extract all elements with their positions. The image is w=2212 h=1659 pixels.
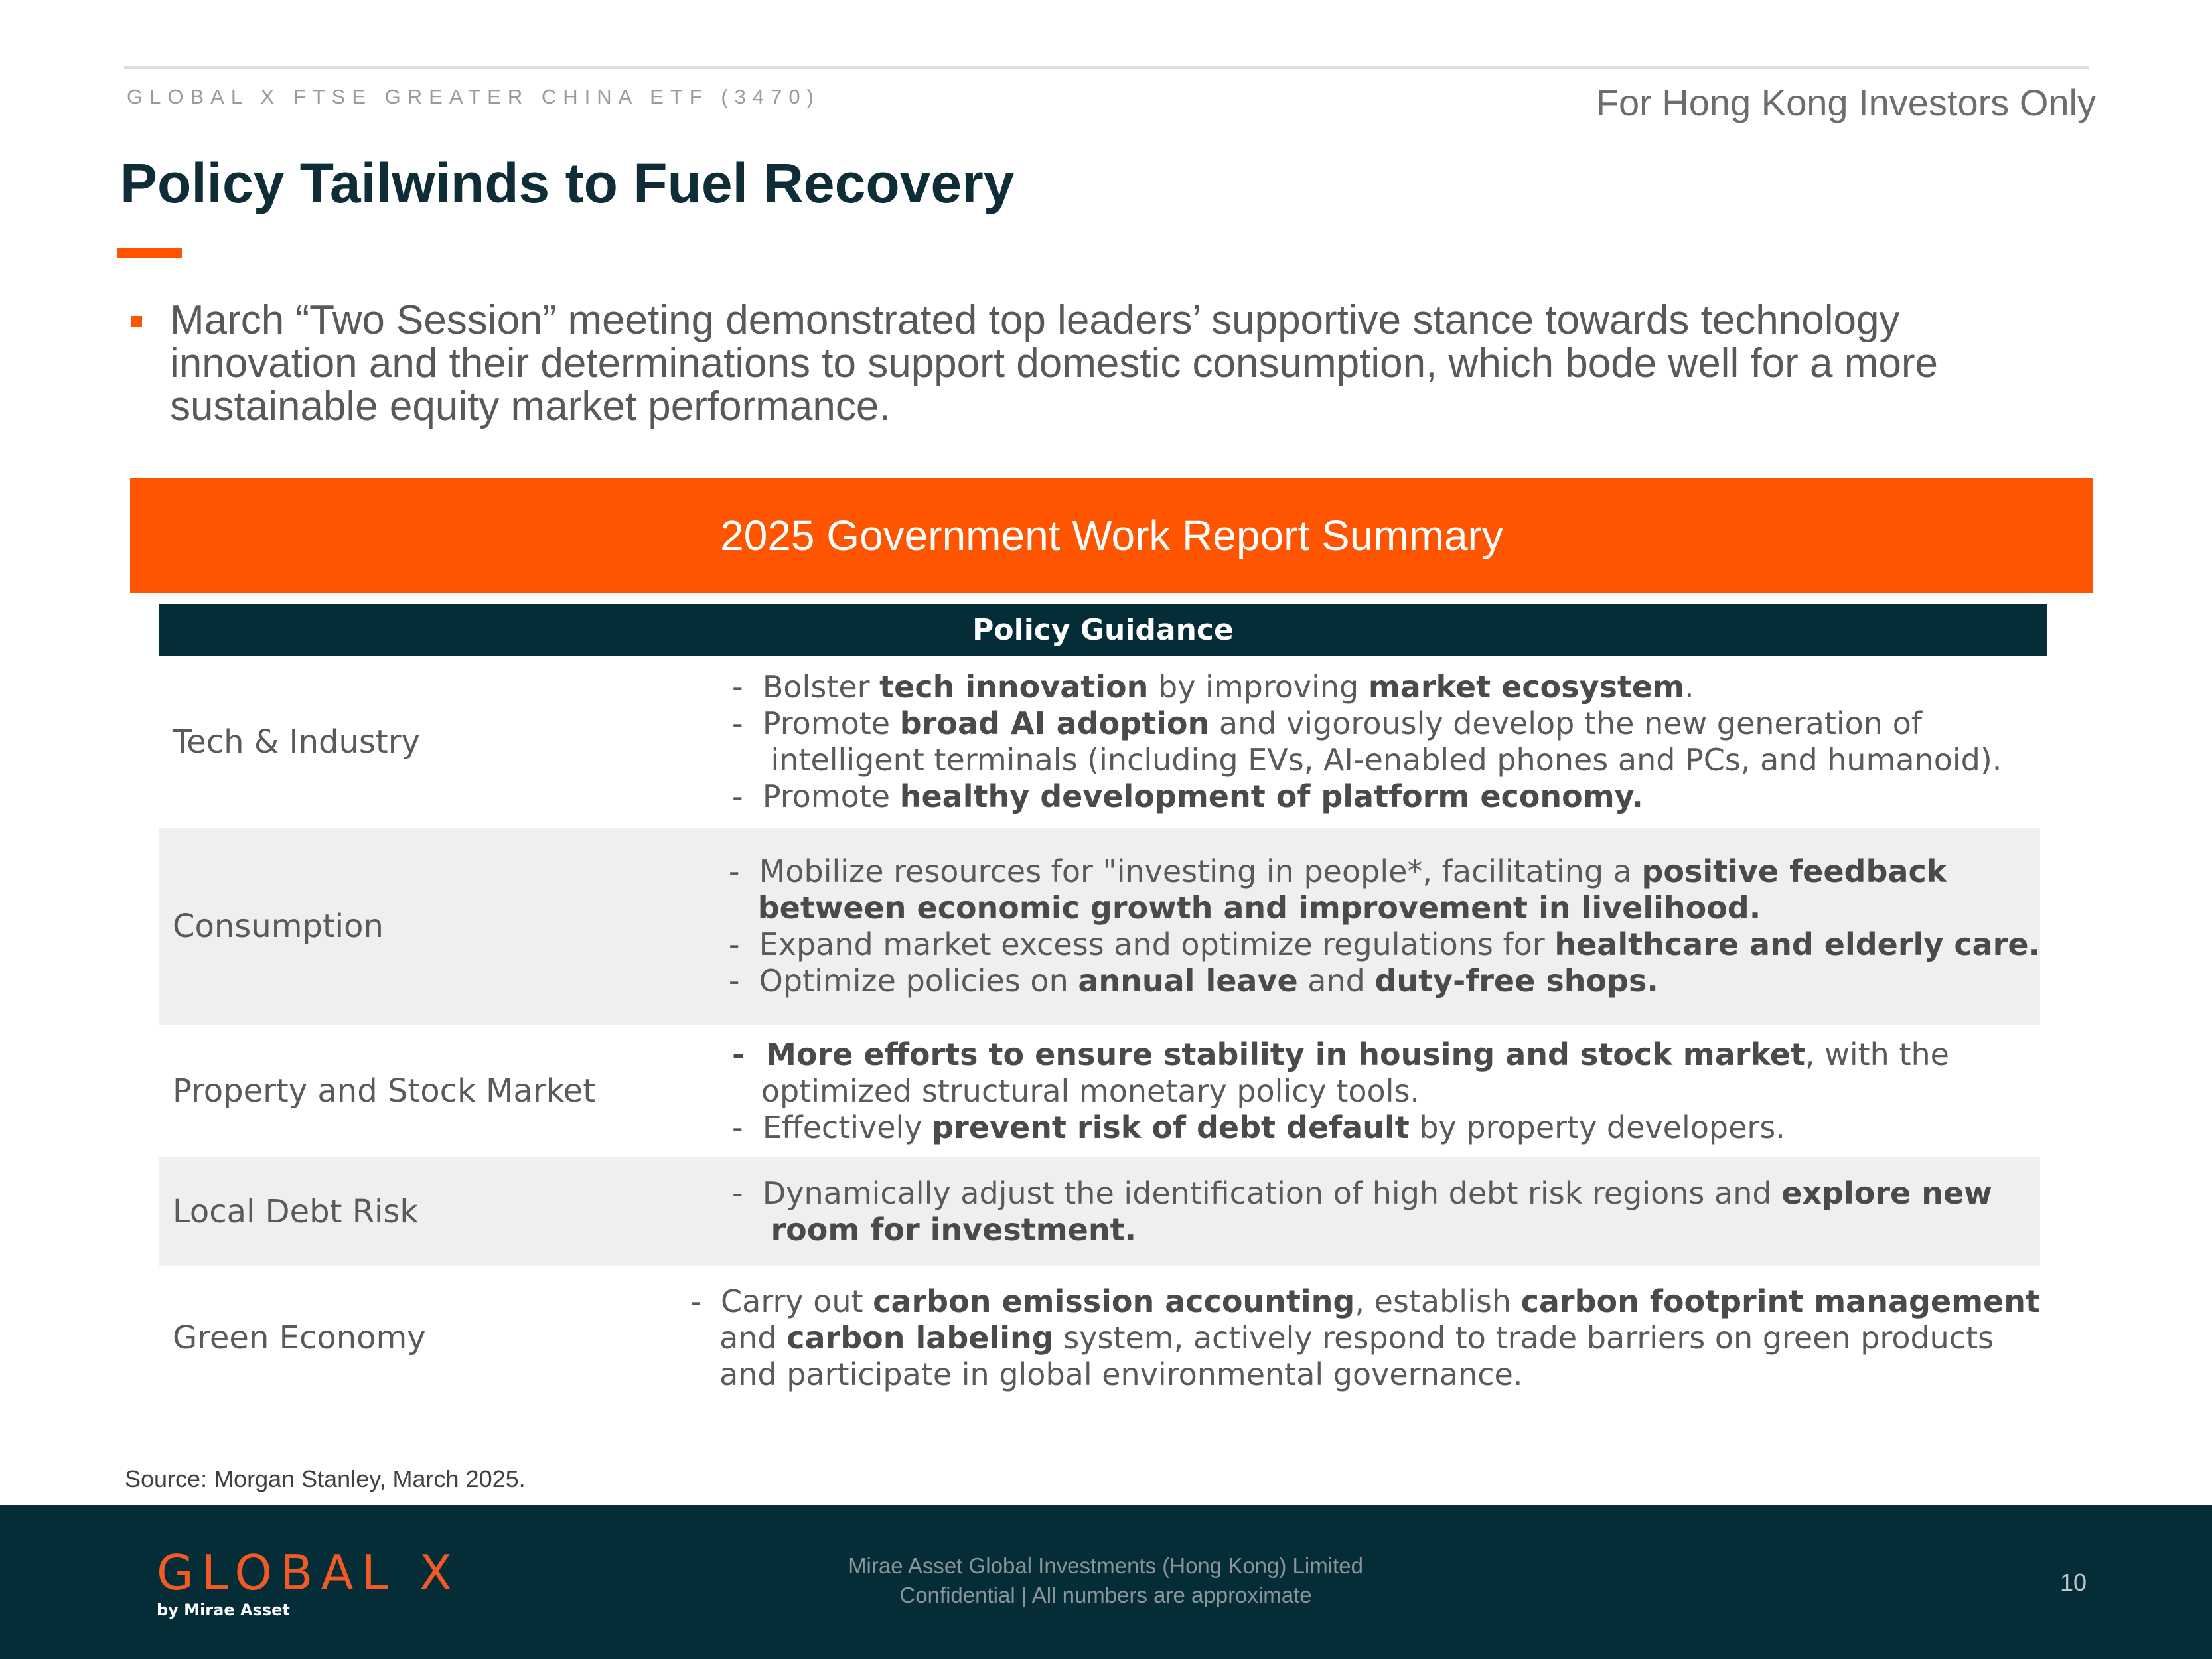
global-x-logo: [157, 1545, 460, 1619]
table-row: [159, 1025, 2040, 1157]
page-number: 10: [2060, 1569, 2087, 1596]
row-category: Consumption: [173, 908, 384, 945]
guidance-emphasis: carbon emission accounting: [873, 1283, 1355, 1319]
guidance-text: - Dynamically adjust the identification of high debt risk regions and: [732, 1175, 1782, 1211]
guidance-emphasis: room for investment.: [771, 1212, 1137, 1248]
row-category: Local Debt Risk: [173, 1193, 419, 1230]
guidance-emphasis: healthcare and elderly care.: [1554, 926, 2040, 962]
guidance-text: - Mobilize resources for "investing in people*, facilitating a: [728, 853, 1642, 889]
guidance-line: [732, 742, 2040, 778]
guidance-text: .: [1684, 669, 1694, 705]
guidance-text: - Promote: [732, 705, 900, 741]
row-guidance: [690, 1283, 2040, 1393]
page-title: Policy Tailwinds to Fuel Recovery: [120, 152, 1015, 214]
guidance-text: and participate in global environmental governance.: [690, 1356, 1523, 1392]
policy-table: [159, 604, 2047, 1409]
logo-subtext: by Mirae Asset: [157, 1601, 290, 1619]
confidential-note: Confidential | All numbers are approximate: [899, 1583, 1312, 1607]
guidance-line: [732, 1212, 2040, 1248]
guidance-text: intelligent terminals (including EVs, AI-enabled phones and PCs, and humanoid).: [732, 742, 2002, 778]
row-category: Tech & Industry: [173, 723, 420, 760]
guidance-line: [690, 1356, 2040, 1393]
guidance-text: - Effectively: [732, 1109, 932, 1145]
guidance-text: - Optimize policies on: [728, 963, 1078, 999]
table-row: [159, 656, 2040, 828]
guidance-emphasis: - More efforts to ensure stability in housing and stock market: [732, 1036, 1805, 1072]
row-category: Property and Stock Market: [173, 1072, 596, 1110]
bullet-line: March “Two Session” meeting demonstrated top leaders’ supportive stance towards technology: [170, 297, 1900, 343]
guidance-line: [690, 1283, 2040, 1320]
guidance-line: [732, 1110, 2040, 1146]
bullet-text: [170, 299, 2061, 428]
guidance-emphasis: carbon labeling: [786, 1319, 1054, 1356]
guidance-text: and: [1297, 963, 1375, 999]
guidance-text: , with the: [1805, 1036, 1949, 1072]
guidance-emphasis: between economic growth and improvement in livelihood.: [757, 890, 1761, 926]
row-guidance: [732, 1175, 2040, 1248]
guidance-text: and vigorously develop the new generation of: [1209, 705, 1922, 741]
guidance-line: [732, 1037, 2040, 1073]
guidance-text: system, actively respond to trade barriers on green products: [1053, 1319, 1994, 1356]
source-note: Source: Morgan Stanley, March 2025.: [125, 1465, 526, 1492]
guidance-text: by improving: [1148, 669, 1368, 705]
logo-text: GLOBAL X: [157, 1545, 460, 1601]
guidance-line: [729, 963, 2040, 999]
row-guidance: [729, 853, 2040, 999]
guidance-emphasis: carbon footprint management: [1520, 1283, 2040, 1319]
table-row: [159, 1157, 2040, 1266]
guidance-line: [729, 926, 2040, 963]
audience-note: For Hong Kong Investors Only: [1595, 82, 2096, 123]
guidance-text: [729, 890, 758, 926]
table-header: Policy Guidance: [159, 604, 2047, 656]
guidance-emphasis: duty-free shops.: [1374, 963, 1659, 999]
company-name: Mirae Asset Global Investments (Hong Kong) Limited: [848, 1553, 1363, 1578]
guidance-line: [732, 669, 2040, 705]
square-bullet-icon: [131, 316, 142, 327]
banner-title: 2025 Government Work Report Summary: [720, 511, 1503, 559]
guidance-text: [732, 1212, 771, 1248]
guidance-emphasis: annual leave: [1078, 963, 1298, 999]
table-row: [159, 1266, 2040, 1409]
row-guidance: [732, 1037, 2040, 1146]
guidance-emphasis: tech innovation: [879, 669, 1149, 705]
guidance-text: and: [690, 1319, 787, 1356]
guidance-line: [732, 1175, 2040, 1212]
guidance-emphasis: explore new: [1781, 1175, 1992, 1211]
fund-name: GLOBAL X FTSE GREATER CHINA ETF (3470): [127, 85, 820, 108]
bullet-line: innovation and their determinations to support domestic consumption, which bode well for a more: [170, 340, 1939, 386]
guidance-text: - Bolster: [732, 669, 880, 705]
guidance-emphasis: positive feedback: [1641, 853, 1947, 889]
row-guidance: [732, 669, 2040, 815]
guidance-line: [729, 853, 2040, 890]
bullet-line: sustainable equity market performance.: [170, 384, 891, 429]
guidance-line: [690, 1320, 2040, 1356]
guidance-line: [732, 705, 2040, 742]
guidance-text: - Promote: [732, 778, 900, 814]
guidance-emphasis: prevent risk of debt default: [932, 1109, 1410, 1145]
guidance-line: [732, 778, 2040, 815]
title-accent-bar: [117, 248, 182, 258]
guidance-emphasis: broad AI adoption: [899, 705, 1210, 741]
guidance-text: , establish: [1355, 1283, 1521, 1319]
guidance-emphasis: healthy development of platform economy.: [899, 778, 1643, 814]
guidance-text: by property developers.: [1409, 1109, 1785, 1145]
guidance-line: [729, 890, 2040, 926]
table-row: [159, 828, 2040, 1025]
summary-banner: [130, 478, 2093, 593]
guidance-emphasis: market ecosystem: [1368, 669, 1685, 705]
guidance-text: - Carry out: [690, 1283, 873, 1319]
row-category: Green Economy: [173, 1319, 426, 1356]
guidance-text: - Expand market excess and optimize regulations for: [728, 926, 1555, 962]
footer-company: [707, 1551, 1504, 1610]
header-divider: [124, 66, 2089, 69]
guidance-text: optimized structural monetary policy tools.: [732, 1072, 1420, 1109]
guidance-line: [732, 1073, 2040, 1110]
